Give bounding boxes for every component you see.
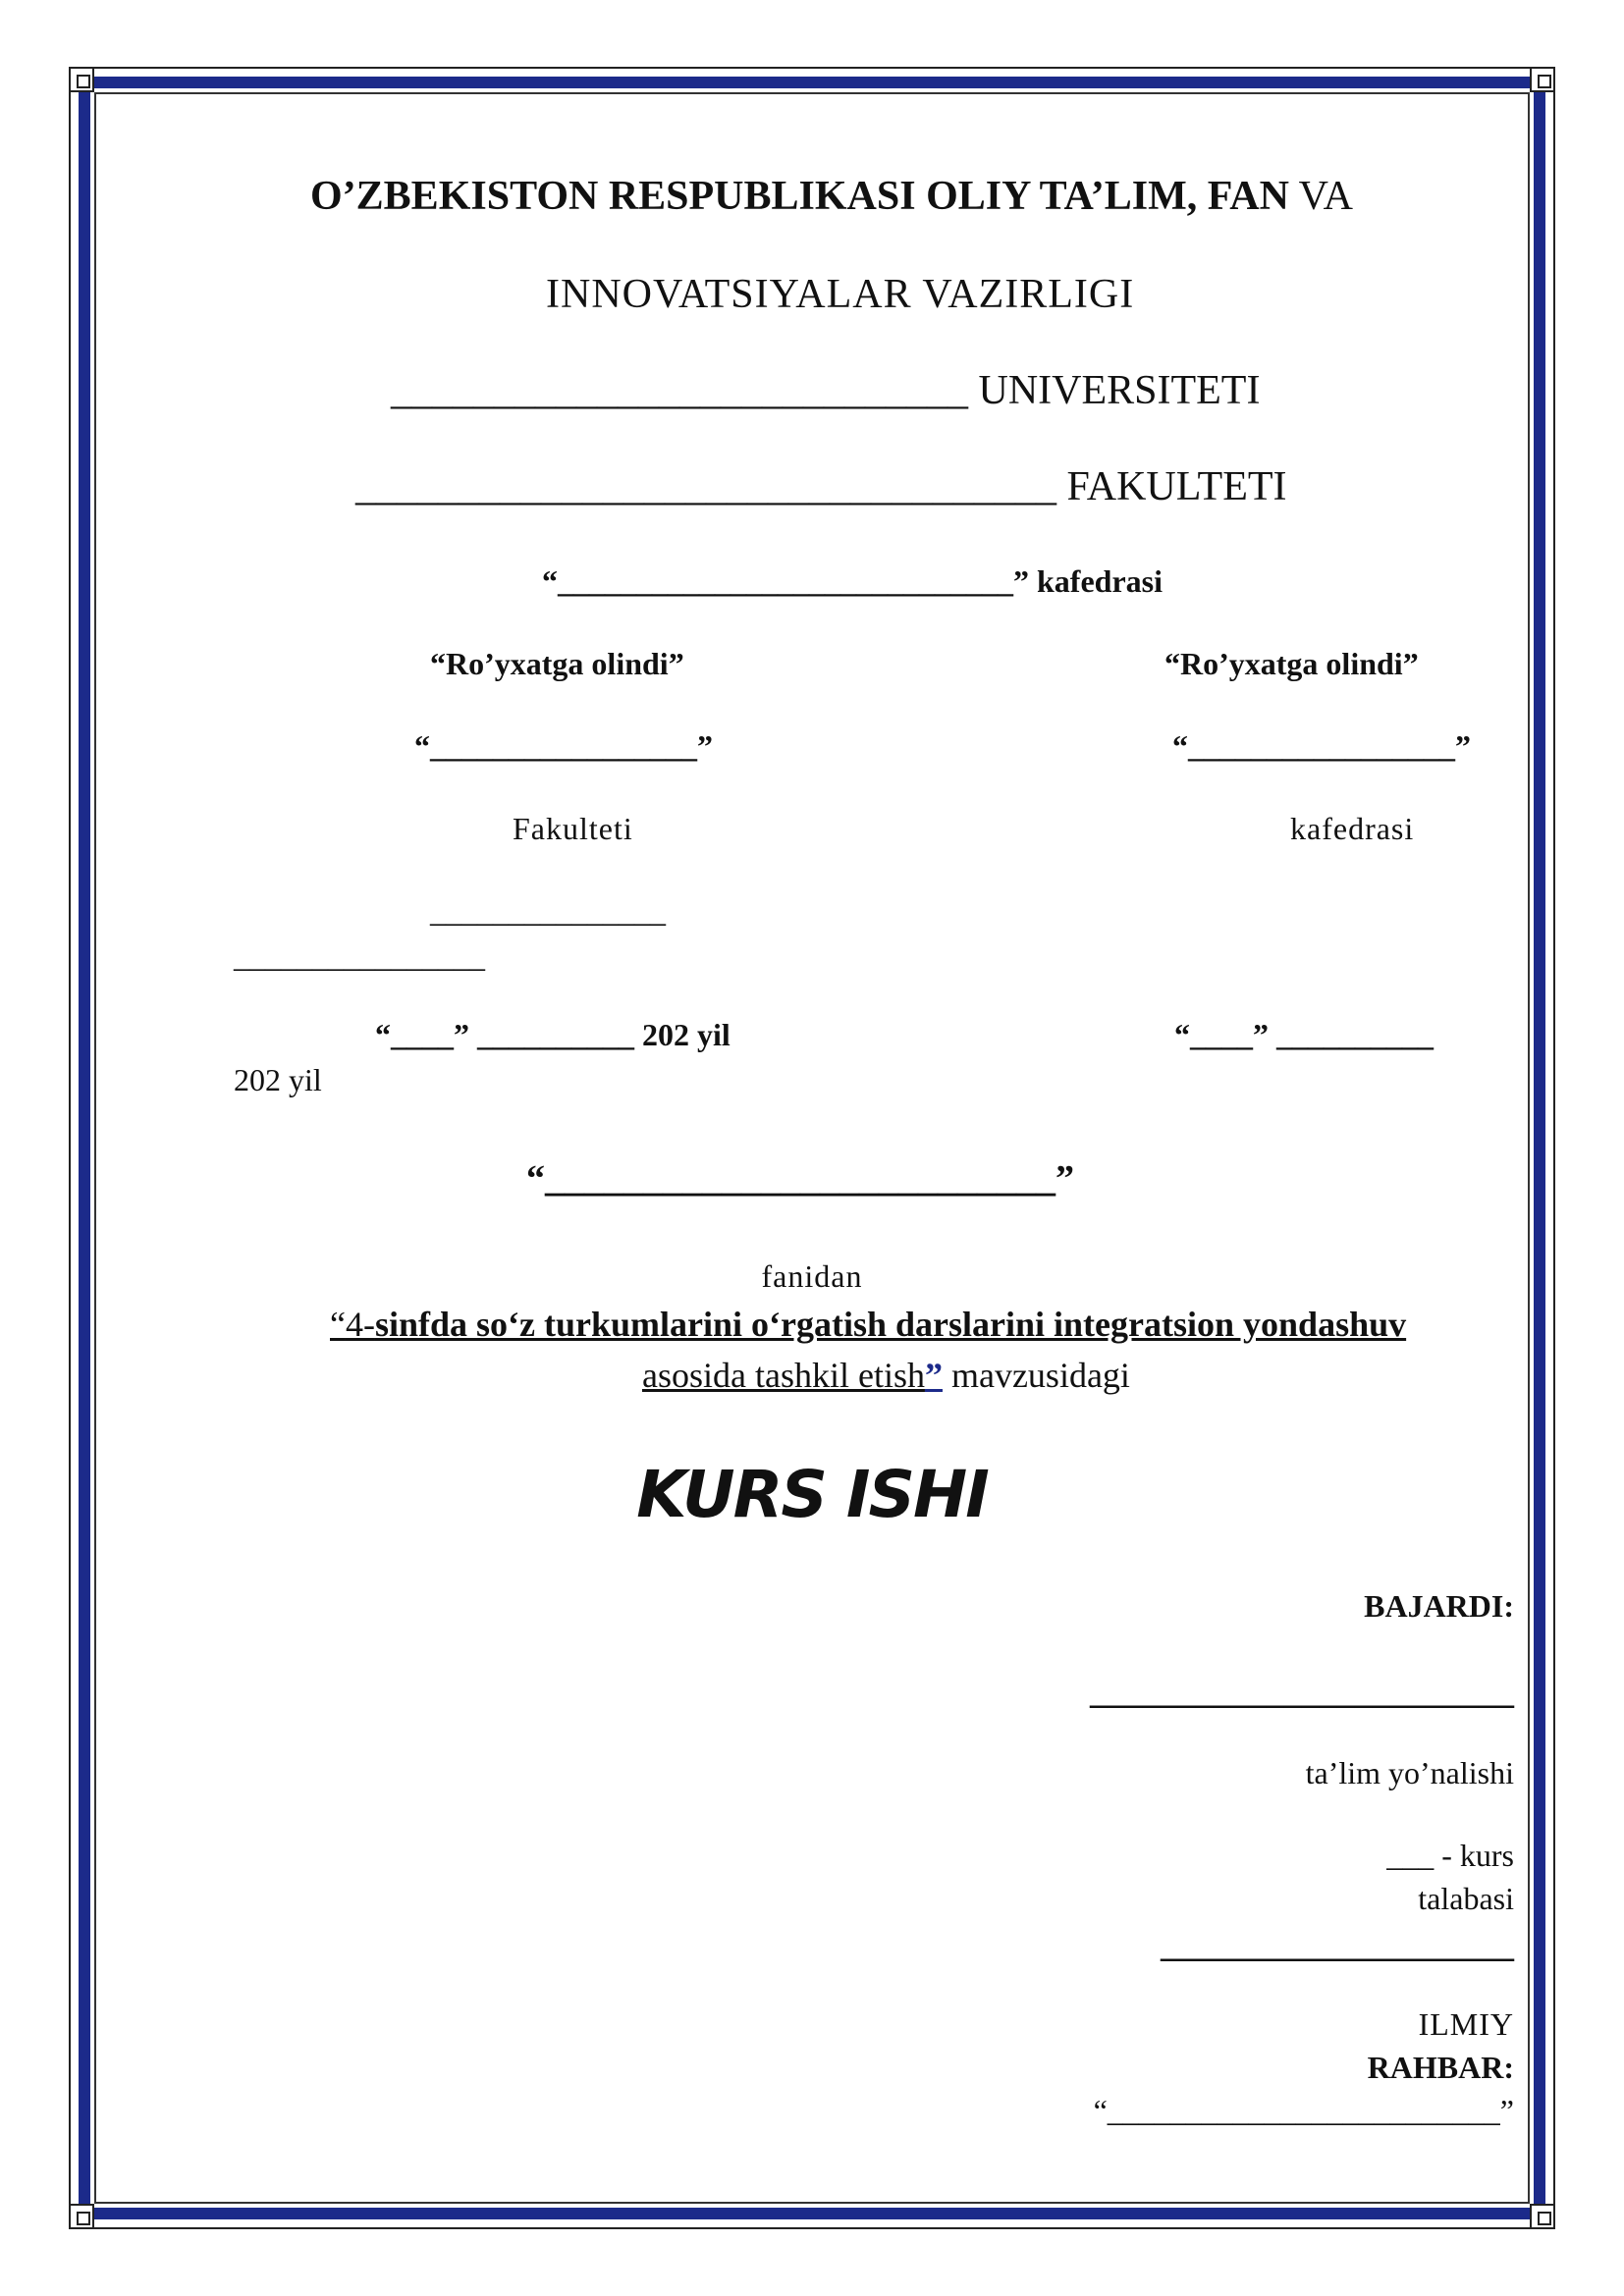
department-blank: _____________________________ (558, 563, 1013, 599)
supervisor-label-2: RAHBAR: (1367, 2050, 1514, 2085)
subject-line (526, 1154, 1074, 1201)
department-open-quote: “ (542, 563, 558, 599)
faculty-line (355, 463, 1287, 510)
registration-right-blank-quote: “_________________” (1172, 728, 1471, 764)
ministry-line-1 (310, 173, 1353, 220)
performer-direction: ta’lim yo’nalishi (1305, 1755, 1514, 1790)
department-label: ” kafedrasi (1013, 563, 1163, 599)
department-line (542, 563, 1163, 600)
topic-line-2 (642, 1355, 1130, 1396)
performer-student-blank: ____________________ (1161, 1925, 1514, 1964)
registration-left-title: “Ro’yxatga olindi” (430, 646, 684, 681)
topic-suffix: mavzusidagi (942, 1356, 1130, 1395)
topic-title-line-2: asosida tashkil etish (642, 1356, 925, 1395)
corner-ornament-bottom-right (1530, 2204, 1555, 2229)
registration-left-blank-quote: “_________________” (414, 728, 713, 764)
performer-label: BAJARDI: (1364, 1588, 1514, 1624)
university-line (391, 367, 1260, 414)
faculty-label: FAKULTETI (1056, 464, 1287, 509)
topic-line-1 (330, 1304, 1406, 1345)
registration-left-signature-blank-wrap: ________________ (234, 938, 485, 974)
performer-course: ___ - kurs (1386, 1838, 1514, 1873)
subject-suffix: fanidan (761, 1258, 863, 1294)
registration-right-date-wrap: 202 yil (234, 1062, 322, 1097)
topic-title-bold: sinfda so‘z turkumlarini o‘rgatish darslarini integratsion yondashuv (374, 1305, 1407, 1344)
ministry-line-2: INNOVATSIYALAR VAZIRLIGI (546, 272, 1135, 317)
topic-lead: 4- (345, 1305, 375, 1344)
supervisor-blank: “_________________________” (1093, 2093, 1514, 2128)
university-label: UNIVERSITETI (968, 368, 1261, 413)
topic-open-quote: “ (330, 1305, 346, 1344)
corner-ornament-bottom-left (69, 2204, 94, 2229)
corner-ornament-top-left (69, 67, 94, 92)
faculty-blank: __________________________________ (355, 464, 1056, 509)
registration-right-unit: kafedrasi (1290, 811, 1415, 846)
supervisor-label-1: ILMIY (1418, 2006, 1514, 2042)
ministry-line-1-tail: VA (1288, 174, 1353, 219)
registration-right-date: “____” __________ (1174, 1017, 1434, 1052)
subject-open-quote: “ (526, 1158, 545, 1200)
registration-left-unit: Fakulteti (513, 811, 633, 846)
subject-blank: __________________________ (545, 1155, 1056, 1200)
topic-close-quote: ” (924, 1356, 943, 1395)
registration-left-signature-blank: _______________ (430, 893, 666, 929)
performer-name-blank: ________________________ (1090, 1672, 1514, 1711)
corner-ornament-top-right (1530, 67, 1555, 92)
registration-right-title: “Ro’yxatga olindi” (1164, 646, 1419, 681)
performer-student: talabasi (1418, 1881, 1514, 1916)
document-type-title: KURS ISHI (636, 1457, 988, 1532)
ministry-line-1-bold: O’ZBEKISTON RESPUBLIKASI OLIY TA’LIM, FAN (310, 174, 1289, 219)
registration-left-date: “____” __________ 202 yil (375, 1017, 731, 1052)
subject-close-quote: ” (1056, 1158, 1074, 1200)
university-blank: ____________________________ (391, 368, 968, 413)
